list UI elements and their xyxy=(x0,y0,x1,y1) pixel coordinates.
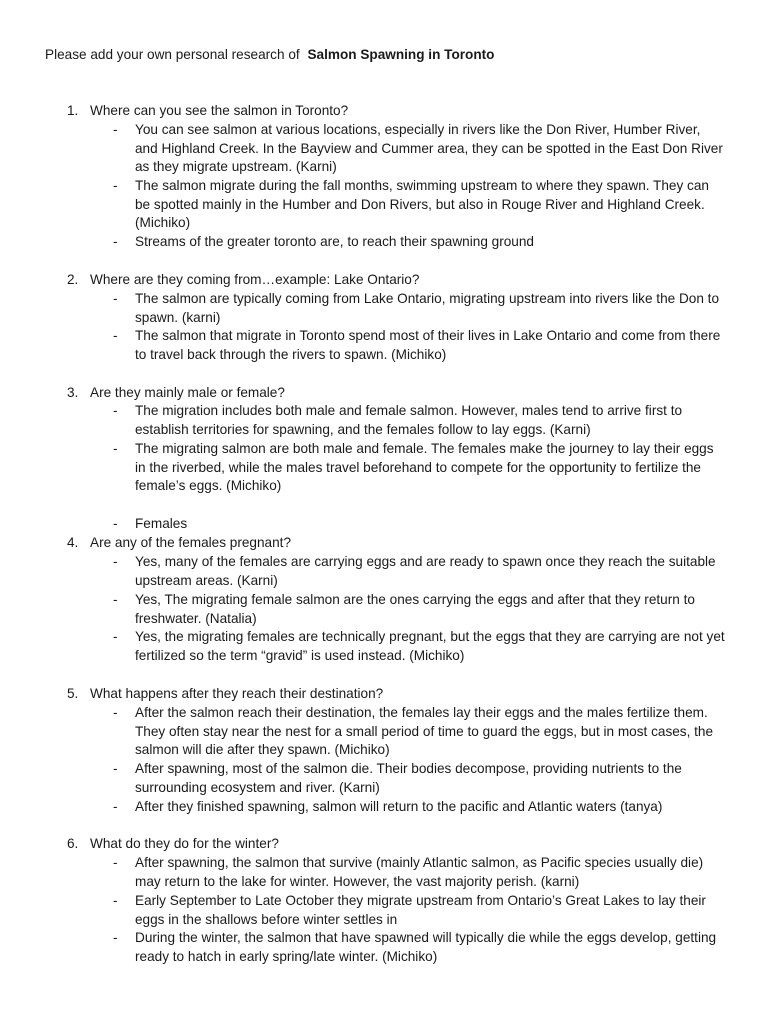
answer-text: Yes, The migrating female salmon are the ones carrying the eggs and after that they return to freshwater. (Natalia) xyxy=(135,592,695,626)
bullet-dash: - xyxy=(113,761,118,776)
answer-2-1 xyxy=(113,290,725,327)
answer-5-2 xyxy=(113,760,725,797)
answer-text: The migration includes both male and female salmon. However, males tend to arrive first to establish territories for spawning, and the females follow to lay eggs. (Karni) xyxy=(135,403,683,437)
answer-text: Streams of the greater toronto are, to reach their spawning ground xyxy=(135,234,534,249)
answer-4-2 xyxy=(113,591,725,628)
answer-text: Early September to Late October they migrate upstream from Ontario’s Great Lakes to lay their eggs in the shallows before winter settles in xyxy=(135,893,706,927)
question-text: Where can you see the salmon in Toronto? xyxy=(90,103,349,118)
answer-text: After spawning, most of the salmon die. Their bodies decompose, providing nutrients to the surrounding ecosystem and river. (Karni) xyxy=(135,761,682,795)
question-1 xyxy=(67,102,348,121)
answer-text: The salmon migrate during the fall months, swimming upstream to where they spawn. They can be spotted mainly in the Humber and Don Rivers, but also in Rouge River and Highland Creek. (Michiko) xyxy=(135,178,709,231)
bullet-dash: - xyxy=(113,705,118,720)
bullet-dash: - xyxy=(113,291,118,306)
question-number: 4. xyxy=(67,535,79,550)
question-5 xyxy=(67,685,383,704)
answer-text: Yes, many of the females are carrying eggs and are ready to spawn once they reach the suitable upstream areas. (Karni) xyxy=(135,554,716,588)
answer-text: The salmon that migrate in Toronto spend most of their lives in Lake Ontario and come from there to travel back through the rivers to spawn. (Michiko) xyxy=(135,328,721,362)
bullet-dash: - xyxy=(113,122,118,137)
answer-5-3 xyxy=(113,798,725,817)
bullet-dash: - xyxy=(113,592,118,607)
answer-text: You can see salmon at various locations, especially in rivers like the Don River, Humber River, and Highland Creek. In the Bayview and Cummer area, they can be spotted in the East Don River as they migrate upstream. (Karni) xyxy=(135,122,723,175)
question-text: What happens after they reach their destination? xyxy=(90,686,384,701)
bullet-dash: - xyxy=(113,799,118,814)
bullet-dash: - xyxy=(113,516,118,531)
question-6 xyxy=(67,835,279,854)
bullet-dash: - xyxy=(113,893,118,908)
question-number: 6. xyxy=(67,836,79,851)
intro-line xyxy=(45,46,494,64)
answer-text: During the winter, the salmon that have spawned will typically die while the eggs develop, getting ready to hatch in early spring/late winter. (Michiko) xyxy=(135,930,717,964)
answer-text: Yes, the migrating females are technically pregnant, but the eggs that they are carrying are not yet fertilized so the term “gravid” is used instead. (Michiko) xyxy=(135,629,725,663)
question-2 xyxy=(67,271,419,290)
intro-prefix: Please add your own personal research of xyxy=(45,47,300,62)
question-text: Are they mainly male or female? xyxy=(90,385,285,400)
question-number: 2. xyxy=(67,272,79,287)
bullet-dash: - xyxy=(113,629,118,644)
answer-6-3 xyxy=(113,929,725,966)
question-number: 1. xyxy=(67,103,79,118)
answer-3-2 xyxy=(113,440,725,496)
answer-2-2 xyxy=(113,327,725,364)
answer-text: The migrating salmon are both male and female. The females make the journey to lay their eggs in the riverbed, while the males travel beforehand to compete for the opportunity to fertilize the female’s eggs. (Michiko) xyxy=(135,441,714,494)
answer-6-2 xyxy=(113,892,725,929)
question-3 xyxy=(67,384,285,403)
answer-1-2 xyxy=(113,177,725,233)
answer-text: The salmon are typically coming from Lake Ontario, migrating upstream into rivers like the Don to spawn. (karni) xyxy=(135,291,720,325)
answer-4-3 xyxy=(113,628,725,665)
bullet-dash: - xyxy=(113,441,118,456)
bullet-dash: - xyxy=(113,930,118,945)
answer-text: After they finished spawning, salmon will return to the pacific and Atlantic waters (tanya) xyxy=(135,799,663,814)
answer-3-1 xyxy=(113,402,725,439)
answer-text: After the salmon reach their destination, the females lay their eggs and the males fertilize them. They often stay near the nest for a small period of time to guard the eggs, but in most cases, the salmon will die after they spawn. (Michiko) xyxy=(135,705,714,758)
answer-text: After spawning, the salmon that survive (mainly Atlantic salmon, as Pacific species usually die) may return to the lake for winter. However, the vast majority perish. (karni) xyxy=(135,855,704,889)
answer-6-1 xyxy=(113,854,725,891)
bullet-dash: - xyxy=(113,234,118,249)
intro-topic: Salmon Spawning in Toronto xyxy=(307,47,495,62)
answer-5-1 xyxy=(113,704,725,760)
bullet-dash: - xyxy=(113,855,118,870)
bullet-dash: - xyxy=(113,554,118,569)
question-number: 5. xyxy=(67,686,79,701)
answer-1-1 xyxy=(113,121,725,177)
bullet-dash: - xyxy=(113,328,118,343)
answer-text: Females xyxy=(135,516,188,531)
answer-3-3 xyxy=(113,515,725,534)
bullet-dash: - xyxy=(113,178,118,193)
question-text: What do they do for the winter? xyxy=(90,836,279,851)
answer-1-3 xyxy=(113,233,725,252)
answer-4-1 xyxy=(113,553,725,590)
question-text: Are any of the females pregnant? xyxy=(90,535,292,550)
question-4 xyxy=(67,534,291,553)
question-number: 3. xyxy=(67,385,79,400)
question-text: Where are they coming from…example: Lake Ontario? xyxy=(90,272,420,287)
bullet-dash: - xyxy=(113,403,118,418)
